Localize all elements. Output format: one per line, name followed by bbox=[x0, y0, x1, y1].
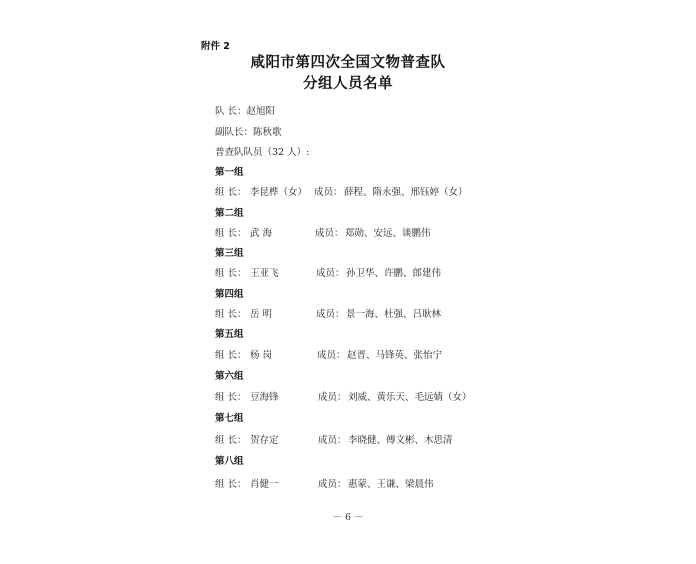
group-members-label: 成员： bbox=[317, 350, 346, 361]
group-heading: 第六组 bbox=[215, 371, 244, 382]
group-heading: 第五组 bbox=[215, 329, 244, 340]
group-leader-label: 组 长： bbox=[215, 392, 247, 403]
document-title-line2: 分组人员名单 bbox=[303, 75, 393, 92]
group-members-label: 成员： bbox=[316, 309, 345, 320]
group-heading: 第一组 bbox=[215, 167, 244, 178]
group-members-label: 成员： bbox=[318, 479, 347, 490]
group-heading: 第三组 bbox=[215, 248, 244, 259]
group-leader-name: 李昆桦（女） bbox=[250, 187, 308, 198]
group-leader-label: 组 长： bbox=[215, 268, 247, 279]
group-leader-name: 豆海锋 bbox=[250, 392, 279, 403]
group-leader-name: 岳 明 bbox=[250, 309, 273, 320]
group-members-names: 孙卫华、许鹏、郎建伟 bbox=[346, 268, 442, 279]
members-total: 普查队队员（32 人）: bbox=[215, 147, 310, 158]
group-leader-label: 组 长： bbox=[215, 435, 247, 446]
attachment-label: 附件 2 bbox=[201, 41, 230, 52]
document-title-line1: 咸阳市第四次全国文物普查队 bbox=[250, 54, 446, 71]
deputy-leader-row bbox=[215, 124, 282, 138]
group-members-names: 景一海、杜强、吕耿林 bbox=[346, 309, 442, 320]
group-leader-label: 组 长： bbox=[215, 309, 247, 320]
group-members-names: 郑勋、安远、谈鹏伟 bbox=[345, 228, 431, 239]
group-leader-name: 肖健一 bbox=[250, 479, 279, 490]
group-members-label: 成员： bbox=[314, 187, 343, 198]
group-heading: 第二组 bbox=[215, 208, 244, 219]
group-leader-label: 组 长： bbox=[215, 350, 247, 361]
group-leader-label: 组 长： bbox=[215, 479, 247, 490]
group-heading: 第四组 bbox=[215, 289, 244, 300]
group-members-names: 李晓健、傅文彬、木思清 bbox=[348, 435, 453, 446]
deputy-leader-name: 陈秋歌 bbox=[253, 127, 282, 138]
group-members-label: 成员： bbox=[316, 268, 345, 279]
team-leader-label: 队 长： bbox=[215, 106, 247, 117]
group-members-names: 刘威、黄乐天、毛远婧（女） bbox=[348, 392, 472, 403]
group-leader-label: 组 长： bbox=[215, 187, 247, 198]
group-members-names: 薛程、隋永强、邢钰婷（女） bbox=[344, 187, 468, 198]
group-leader-label: 组 长： bbox=[215, 228, 247, 239]
group-leader-name: 贺存定 bbox=[250, 435, 279, 446]
group-heading: 第七组 bbox=[215, 413, 244, 424]
team-leader-row bbox=[215, 103, 275, 117]
group-leader-name: 杨 岗 bbox=[250, 350, 273, 361]
group-members-names: 惠蒙、王谦、梁晨伟 bbox=[348, 479, 434, 490]
group-leader-name: 王亚飞 bbox=[250, 268, 279, 279]
group-heading: 第八组 bbox=[215, 456, 244, 467]
group-members-label: 成员： bbox=[318, 435, 347, 446]
group-members-label: 成员： bbox=[315, 228, 344, 239]
group-members-names: 赵晋、马锋英、张怡宁 bbox=[347, 350, 443, 361]
group-members-label: 成员： bbox=[318, 392, 347, 403]
page-number: － 6 － bbox=[332, 512, 364, 523]
team-leader-name: 赵旭阳 bbox=[246, 106, 276, 117]
group-leader-name: 武 海 bbox=[250, 228, 273, 239]
deputy-leader-label: 副队长： bbox=[215, 127, 254, 138]
